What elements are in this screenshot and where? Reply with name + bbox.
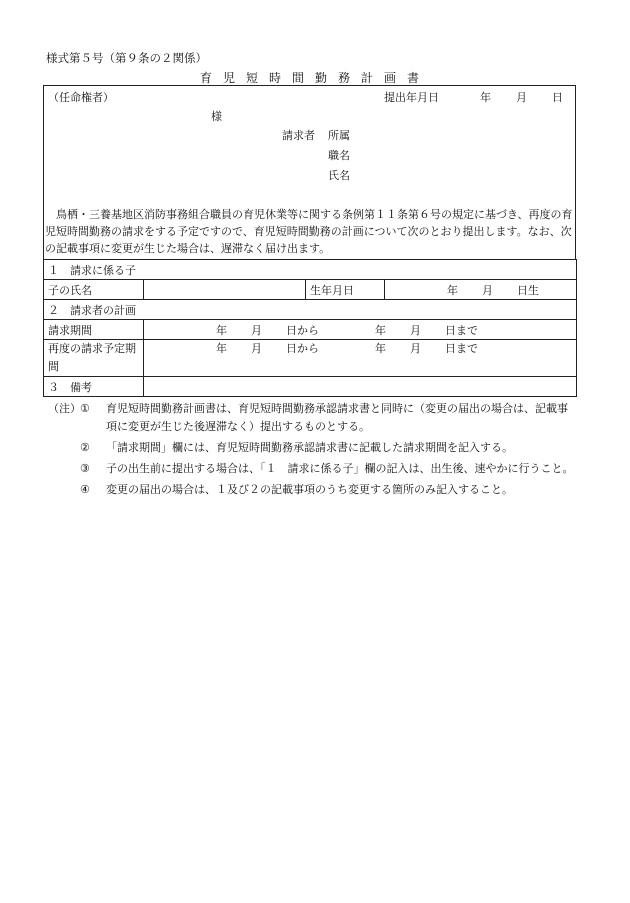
- submit-year: 年: [480, 91, 491, 104]
- section-1-header: [44, 260, 577, 280]
- note-number: ③: [80, 462, 90, 475]
- note-item: [48, 481, 578, 499]
- section-2-label: ２ 請求者の計画: [48, 303, 136, 317]
- submit-date-label: 提出年月日: [384, 91, 439, 104]
- notes-section: [48, 400, 578, 502]
- rp-to-day: 日まで: [445, 323, 478, 337]
- requester-label: 請求者: [282, 129, 315, 142]
- note-text: 「請求期間」欄には、育児短時間勤務承認請求書に記載した請求期間を記入する。: [106, 441, 513, 454]
- section-1-label: １ 請求に係る子: [48, 263, 136, 277]
- birth-date-label: 生年月日: [306, 280, 385, 300]
- statement-text: 鳥栖・三養基地区消防事務組合職員の育児休業等に関する条例第１１条第６号の規定に基づき、再度の育児短時間勤務の請求をする予定ですので、育児短時間勤務の計画について次のとおり提出します。なお、次の記載事項に変更が生じた場合は、遅滞なく届け出ます。: [45, 208, 573, 255]
- request-period-label: 請求期間: [44, 320, 144, 340]
- rr-to-year: 年: [375, 342, 386, 355]
- note-number: ④: [80, 483, 90, 496]
- note-number: ②: [80, 441, 90, 454]
- note-number: ①: [80, 402, 90, 415]
- note-item: [48, 460, 578, 478]
- appointer-label: （任命権者）: [48, 91, 114, 104]
- re-request-field[interactable]: [144, 340, 577, 377]
- note-text: 変更の届出の場合は、１及び２の記載事項のうち変更する箇所のみ記入すること。: [106, 483, 513, 496]
- child-name-label: 子の氏名: [44, 280, 144, 300]
- rr-from-month: 月: [251, 342, 262, 355]
- rp-from-year: 年: [216, 323, 227, 337]
- rp-from-month: 月: [251, 323, 262, 337]
- form-number: 様式第５号（第９条の２関係）: [46, 51, 207, 65]
- submit-month: 月: [516, 91, 527, 104]
- plan-table: [43, 259, 577, 397]
- note-item: [48, 439, 578, 457]
- re-request-label: 再度の請求予定期間: [44, 340, 144, 377]
- name-label: 氏名: [328, 169, 350, 182]
- rr-to-day: 日まで: [445, 342, 478, 355]
- rp-to-year: 年: [375, 323, 386, 337]
- note-item: [48, 400, 578, 436]
- rr-to-month: 月: [410, 342, 421, 355]
- affiliation-label: 所属: [328, 129, 350, 142]
- request-period-field[interactable]: [144, 320, 577, 340]
- note-text: 育児短時間勤務計画書は、育児短時間勤務承認請求書と同時に（変更の届出の場合は、記載事項に変更が生じた後遅滞なく）提出するものとする。: [106, 402, 568, 433]
- rp-from-day: 日から: [286, 323, 319, 337]
- note-text: 子の出生前に提出する場合は、「１ 請求に係る子」欄の記入は、出生後、速やかに行うこと。: [106, 462, 574, 475]
- section-2-header: [44, 300, 577, 320]
- birth-day: 日生: [517, 283, 539, 297]
- sama-label: 様: [211, 110, 222, 123]
- rp-to-month: 月: [410, 323, 421, 337]
- rr-from-year: 年: [216, 342, 227, 355]
- remarks-field[interactable]: [144, 377, 577, 397]
- position-label: 職名: [328, 149, 350, 162]
- submit-day: 日: [552, 91, 563, 104]
- birth-date-field[interactable]: [385, 280, 577, 300]
- document-title: 育児短時間勤務計画書: [200, 71, 431, 85]
- birth-year: 年: [447, 283, 458, 297]
- notes-lead: （注）: [48, 402, 81, 415]
- remarks-label: ３ 備考: [44, 377, 144, 397]
- birth-month: 月: [482, 283, 493, 297]
- rr-from-day: 日から: [286, 342, 319, 355]
- child-name-field[interactable]: [144, 280, 306, 300]
